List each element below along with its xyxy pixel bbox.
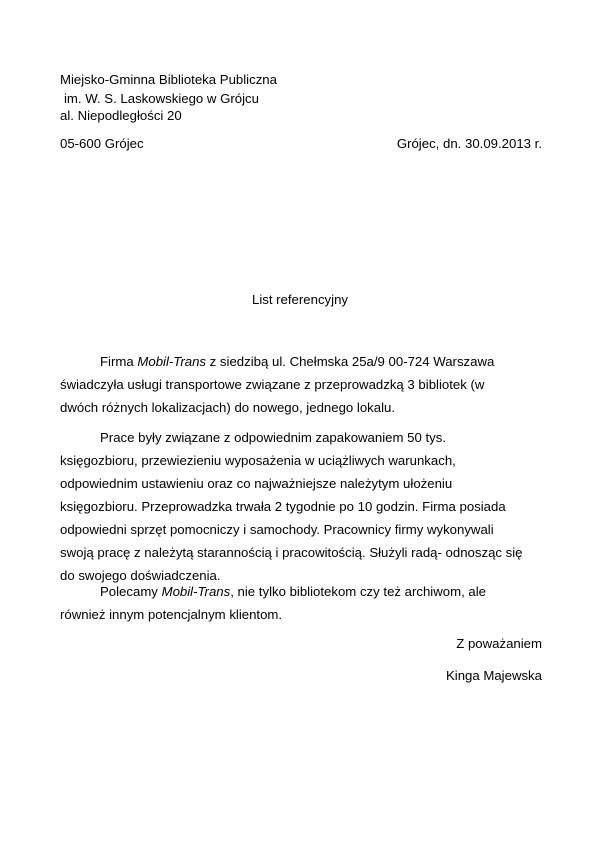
paragraph-2: Prace były związane z odpowiednim zapakowaniem 50 tys. księgozbioru, przewiezieniu wyposażenia w uciążliwych warunkach, odpowiednim ustawieniu oraz co najważniejsze należytym ułożeniu księgozbioru. Przeprowadzka trwała 2 tygodnie po 10 godzin. Firma posiada odpowiedni sprzęt pomocniczy i samochody. Pracownicy firmy wykonywali swoją pracę z należytą starannością i pracowitością. Służyli radą- odnosząc się do swojego doświadczenia. <box>60 430 523 583</box>
closing-regards: Z poważaniem <box>456 636 542 651</box>
letter-title: List referencyjny <box>251 292 348 307</box>
company-name: Mobil-Trans <box>161 584 231 599</box>
sender-name: Miejsko-Gminna Biblioteka Publiczna <box>60 72 277 87</box>
sender-patron: im. W. S. Laskowskiego w Grójcu <box>64 91 259 106</box>
postal-date-line <box>60 134 542 153</box>
sender-address <box>60 70 277 125</box>
paragraph-1: Firma Mobil-Trans z siedzibą ul. Chełmska 25a/9 00-724 Warszawa świadczyła usługi transportowe związane z przeprowadzką 3 bibliotek (w dwóch różnych lokalizacjach) do nowego, jednego lokalu. <box>60 354 495 415</box>
sender-postal: 05-600 Grójec <box>60 136 144 151</box>
company-name: Mobil-Trans <box>137 354 207 369</box>
signatory-name: Kinga Majewska <box>445 668 542 683</box>
letter-date: Grójec, dn. 30.09.2013 r. <box>396 136 542 151</box>
sender-street: al. Niepodległości 20 <box>60 108 182 123</box>
paragraph-3: Polecamy Mobil-Trans, nie tylko bibliotekom czy też archiwom, ale również innym potencjalnym klientom. <box>60 584 487 622</box>
